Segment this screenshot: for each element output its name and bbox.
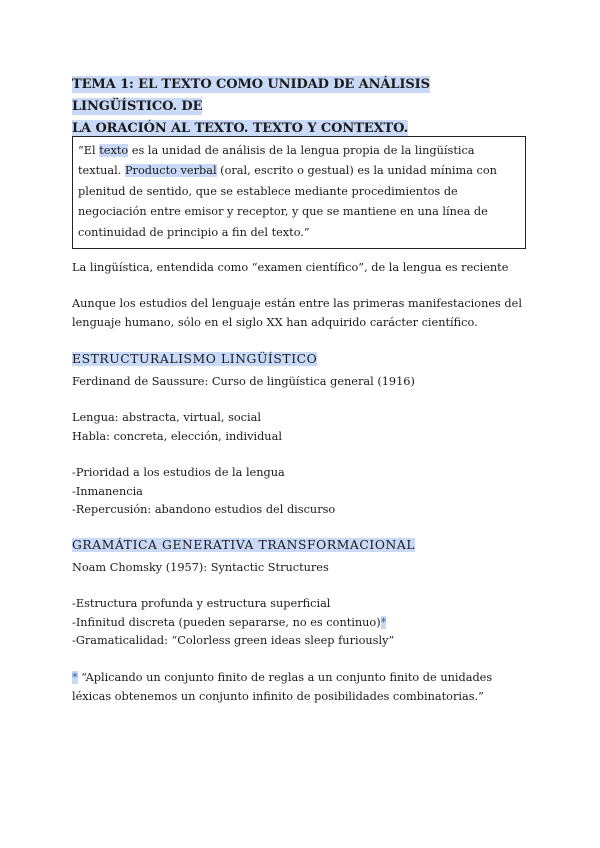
- quote-part-1: es la unidad de análisis de la lengua propia de la lingüística textual.: [78, 144, 475, 178]
- title-line-1: TEMA 1: EL TEXTO COMO UNIDAD DE ANÁLISIS LINGÜÍSTICO. DE: [72, 77, 430, 114]
- structuralism-habla: Habla: concreta, elección, individual: [72, 430, 282, 443]
- quote-open: “El: [78, 144, 100, 157]
- section-heading-structuralism: [72, 350, 317, 368]
- footnote: [72, 669, 532, 706]
- section-heading-generative: [72, 536, 415, 554]
- title-line-2: LA ORACIÓN AL TEXTO. TEXTO Y CONTEXTO.: [72, 121, 409, 136]
- definition-quote-box: [72, 136, 526, 249]
- section-heading-generative-text: GRAMÁTICA GENERATIVA TRANSFORMACIONAL: [72, 538, 416, 552]
- section-heading-structuralism-text: ESTRUCTURALISMO LINGÜÍSTICO: [72, 352, 318, 366]
- intro-paragraph-1: La lingüística, entendida como “examen científico”, de la lengua es reciente: [72, 261, 509, 274]
- generative-point-2: [72, 614, 532, 633]
- document-title: [72, 74, 532, 140]
- structuralism-point-2: -Inmanencia: [72, 485, 143, 498]
- intro-paragraph-2: Aunque los estudios del lenguaje están entre las primeras manifestaciones del lenguaje humano, sólo en el siglo XX han adquirido carácter científico.: [72, 297, 522, 329]
- generative-point-3: -Gramaticalidad: “Colorless green ideas sleep furiously”: [72, 634, 395, 647]
- generative-point-1: -Estructura profunda y estructura superficial: [72, 597, 331, 610]
- quote-part-2: (oral, escrito o gestual) es la unidad mínima con plenitud de sentido, que se establece mediante procedimientos de negociación entre emisor y receptor, y que se mantiene en una línea de continuidad de principio a fin del texto.”: [78, 164, 497, 239]
- footnote-reference-mark[interactable]: *: [380, 616, 387, 629]
- quote-term-producto-verbal: Producto verbal: [124, 164, 217, 178]
- quote-term-texto: texto: [99, 144, 129, 157]
- structuralism-point-3: -Repercusión: abandono estudios del discurso: [72, 503, 336, 516]
- footnote-mark[interactable]: *: [72, 671, 78, 684]
- structuralism-lengua: Lengua: abstracta, virtual, social: [72, 411, 261, 424]
- generative-author: Noam Chomsky (1957): Syntactic Structures: [72, 561, 329, 574]
- structuralism-author: Ferdinand de Saussure: Curso de lingüística general (1916): [72, 375, 415, 388]
- footnote-text: “Aplicando un conjunto finito de reglas a un conjunto finito de unidades léxicas obtenemos un conjunto infinito de posibilidades combinatorias.”: [72, 671, 493, 703]
- structuralism-point-1: -Prioridad a los estudios de la lengua: [72, 466, 285, 479]
- generative-point-2-text: -Infinitud discreta (pueden separarse, no es continuo): [72, 616, 381, 629]
